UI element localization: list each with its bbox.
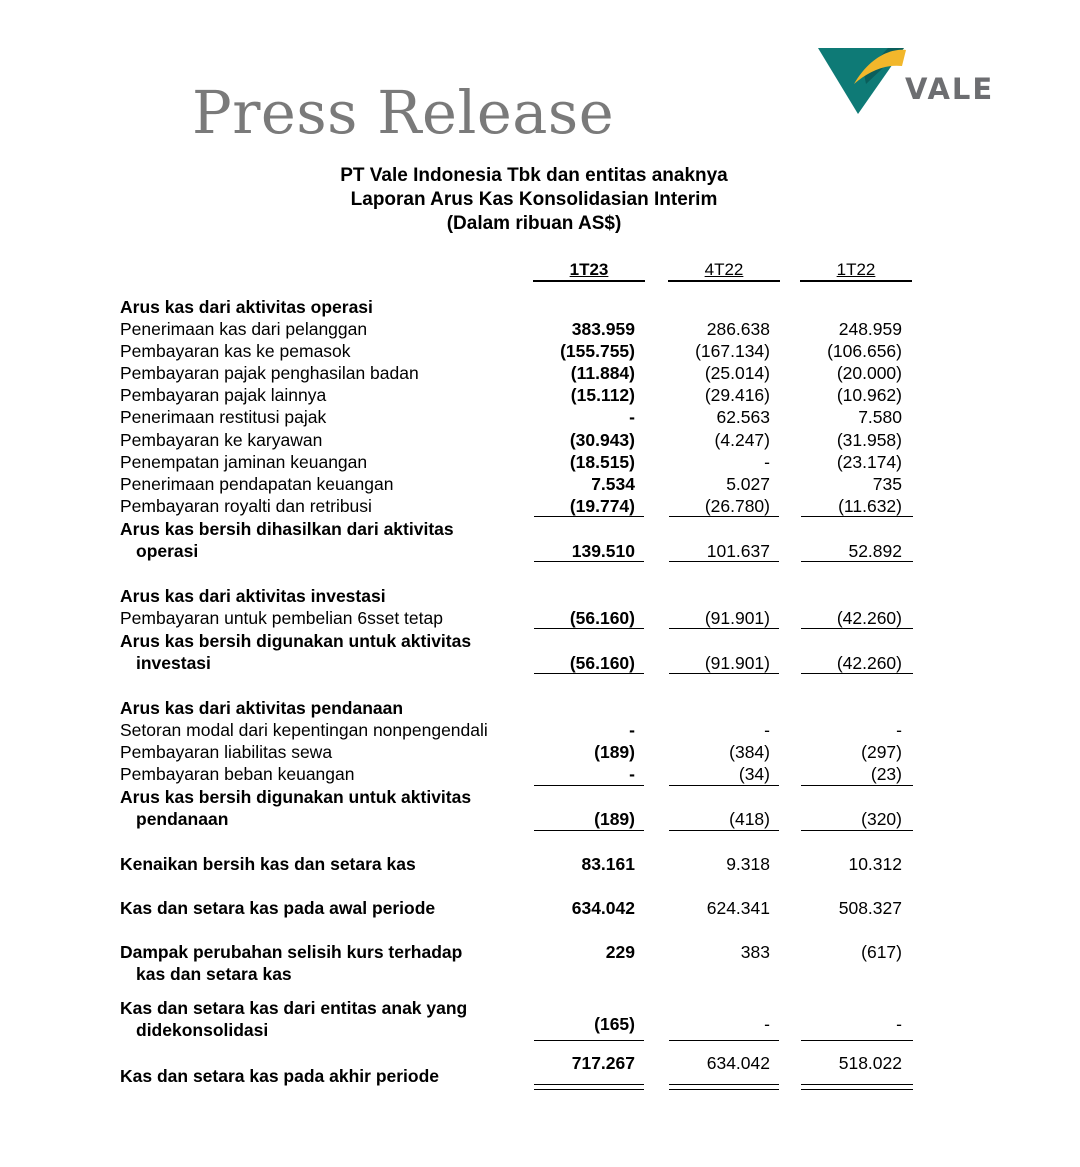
row-label: Penerimaan kas dari pelanggan	[120, 319, 368, 339]
table-row	[120, 741, 920, 763]
company-name: PT Vale Indonesia Tbk dan entitas anaknya	[340, 165, 728, 186]
row-label: Pembayaran pajak penghasilan badan	[120, 363, 419, 383]
row-value-v1: (189)	[594, 742, 635, 762]
row-value-v2: 634.042	[706, 1053, 770, 1073]
row-label: Kas dan setara kas pada akhir periode	[120, 1066, 440, 1086]
logo-wordmark: VALE	[905, 72, 995, 106]
row-value-v2: (25.014)	[704, 363, 770, 383]
row-value-v1: 717.267	[571, 1053, 635, 1073]
row-value-v3: 10.312	[848, 854, 902, 874]
row-value-v1: (189)	[594, 809, 635, 829]
row-value-v3: (42.260)	[836, 608, 902, 628]
row-value-v2: -	[764, 720, 770, 740]
table-row	[120, 763, 920, 785]
row-value-v3: 518.022	[838, 1053, 902, 1073]
table-row	[120, 384, 920, 406]
row-value-v2: (29.416)	[704, 385, 770, 405]
row-value-v1: (18.515)	[569, 452, 635, 472]
row-value-v1: (56.160)	[569, 653, 635, 673]
table-row	[120, 362, 920, 384]
statement-title: Laporan Arus Kas Konsolidasian Interim	[350, 189, 718, 210]
column-header-1t22: 1T22	[800, 260, 912, 282]
row-label: Arus kas bersih dihasilkan dari aktivitas	[120, 519, 454, 539]
table-row	[120, 997, 920, 1019]
row-value-v3: (31.958)	[836, 430, 902, 450]
column-header-1t23: 1T23	[533, 260, 645, 282]
row-value-v1: 83.161	[581, 854, 635, 874]
row-value-v2: (34)	[738, 764, 770, 784]
row-value-v3: (617)	[861, 942, 902, 962]
row-value-v1: -	[629, 407, 635, 427]
row-value-v2: 62.563	[716, 407, 770, 427]
row-value-v2: (167.134)	[695, 341, 770, 361]
row-value-v3: (20.000)	[836, 363, 902, 383]
row-label: Penempatan jaminan keuangan	[120, 452, 368, 472]
row-label: pendanaan	[136, 809, 229, 829]
row-label: Setoran modal dari kepentingan nonpengendali	[120, 720, 488, 740]
table-row	[120, 340, 920, 362]
row-value-v3: (42.260)	[836, 653, 902, 673]
table-row	[120, 697, 920, 719]
row-value-v3: 7.580	[858, 407, 902, 427]
table-row	[120, 941, 920, 963]
row-label: Arus kas dari aktivitas operasi	[120, 297, 373, 317]
row-value-v1: -	[629, 720, 635, 740]
table-row	[120, 630, 920, 652]
row-value-v2: (4.247)	[714, 430, 770, 450]
row-value-v3: -	[896, 1014, 902, 1034]
row-value-v2: (26.780)	[704, 496, 770, 516]
table-row	[120, 719, 920, 741]
row-label: Pembayaran beban keuangan	[120, 764, 355, 784]
row-value-v3: (23)	[870, 764, 902, 784]
row-value-v1: 634.042	[571, 898, 635, 918]
row-value-v2: -	[764, 452, 770, 472]
row-label: Pembayaran untuk pembelian 6sset tetap	[120, 608, 443, 628]
row-value-v3: 508.327	[838, 898, 902, 918]
row-value-v1: 139.510	[571, 541, 635, 561]
table-row	[120, 652, 920, 674]
row-value-v1: (56.160)	[569, 608, 635, 628]
row-label: Pembayaran liabilitas sewa	[120, 742, 333, 762]
table-row	[120, 963, 920, 985]
table-row	[120, 786, 920, 808]
row-value-v1: -	[629, 764, 635, 784]
table-row	[120, 540, 920, 562]
row-value-v3: (11.632)	[838, 496, 902, 516]
row-label: Arus kas bersih digunakan untuk aktivitas	[120, 787, 472, 807]
row-label: Arus kas bersih digunakan untuk aktivitas	[120, 631, 472, 651]
table-row	[120, 296, 920, 318]
row-value-v3: (23.174)	[836, 452, 902, 472]
row-value-v2: (418)	[729, 809, 770, 829]
row-value-v2: 9.318	[726, 854, 770, 874]
row-label: Pembayaran ke karyawan	[120, 430, 323, 450]
table-row	[120, 318, 920, 340]
row-value-v3: (297)	[861, 742, 902, 762]
row-value-v2: 101.637	[706, 541, 770, 561]
row-value-v3: (320)	[861, 809, 902, 829]
row-value-v3: 52.892	[848, 541, 902, 561]
row-value-v2: 286.638	[706, 319, 770, 339]
row-label: Penerimaan pendapatan keuangan	[120, 474, 394, 494]
row-value-v1: (15.112)	[570, 385, 635, 405]
row-value-v1: (19.774)	[569, 496, 635, 516]
row-value-v2: 624.341	[706, 898, 770, 918]
row-label: investasi	[136, 653, 211, 673]
row-value-v3: 248.959	[838, 319, 902, 339]
row-label: Kas dan setara kas pada awal periode	[120, 898, 436, 918]
unit-note: (Dalam ribuan AS$)	[446, 213, 622, 234]
row-label: didekonsolidasi	[136, 1020, 269, 1040]
row-label: Arus kas dari aktivitas investasi	[120, 586, 386, 606]
row-value-v2: (91.901)	[704, 608, 770, 628]
row-label: kas dan setara kas	[136, 964, 292, 984]
row-value-v2: (91.901)	[704, 653, 770, 673]
row-label: Kas dan setara kas dari entitas anak yang	[120, 998, 468, 1018]
row-label: Dampak perubahan selisih kurs terhadap	[120, 942, 463, 962]
row-label: operasi	[136, 541, 199, 561]
row-label: Kenaikan bersih kas dan setara kas	[120, 854, 416, 874]
row-label: Pembayaran pajak lainnya	[120, 385, 327, 405]
table-row	[120, 495, 920, 517]
row-value-v1: (11.884)	[570, 363, 635, 383]
table-row	[120, 808, 920, 830]
table-row	[120, 897, 920, 919]
column-header-4t22: 4T22	[668, 260, 780, 282]
table-row	[120, 585, 920, 607]
row-value-v2: 383	[740, 942, 770, 962]
table-row	[120, 473, 920, 495]
row-value-v3: 735	[872, 474, 902, 494]
table-row	[120, 429, 920, 451]
table-row	[120, 1065, 920, 1087]
row-value-v3: (10.962)	[836, 385, 902, 405]
row-value-v2: (384)	[729, 742, 770, 762]
row-value-v2: 5.027	[726, 474, 770, 494]
table-row	[120, 1014, 920, 1041]
row-value-v2: -	[764, 1014, 770, 1034]
row-label: Pembayaran kas ke pemasok	[120, 341, 351, 361]
row-label: Pembayaran royalti dan retribusi	[120, 496, 372, 516]
row-value-v1: (165)	[594, 1014, 635, 1034]
table-row	[120, 451, 920, 473]
row-value-v1: (30.943)	[569, 430, 635, 450]
press-release-heading: Press Release	[192, 78, 615, 147]
row-label: Arus kas dari aktivitas pendanaan	[120, 698, 404, 718]
table-row	[120, 607, 920, 629]
row-value-v3: (106.656)	[827, 341, 902, 361]
table-row	[120, 518, 920, 540]
row-value-v3: -	[896, 720, 902, 740]
row-value-v1: 7.534	[591, 474, 635, 494]
statement-titles	[0, 164, 1068, 236]
row-value-v1: (155.755)	[560, 341, 635, 361]
table-row	[120, 853, 920, 875]
row-label: Penerimaan restitusi pajak	[120, 407, 327, 427]
row-value-v1: 383.959	[571, 319, 635, 339]
row-value-v1: 229	[605, 942, 635, 962]
table-row	[120, 406, 920, 428]
